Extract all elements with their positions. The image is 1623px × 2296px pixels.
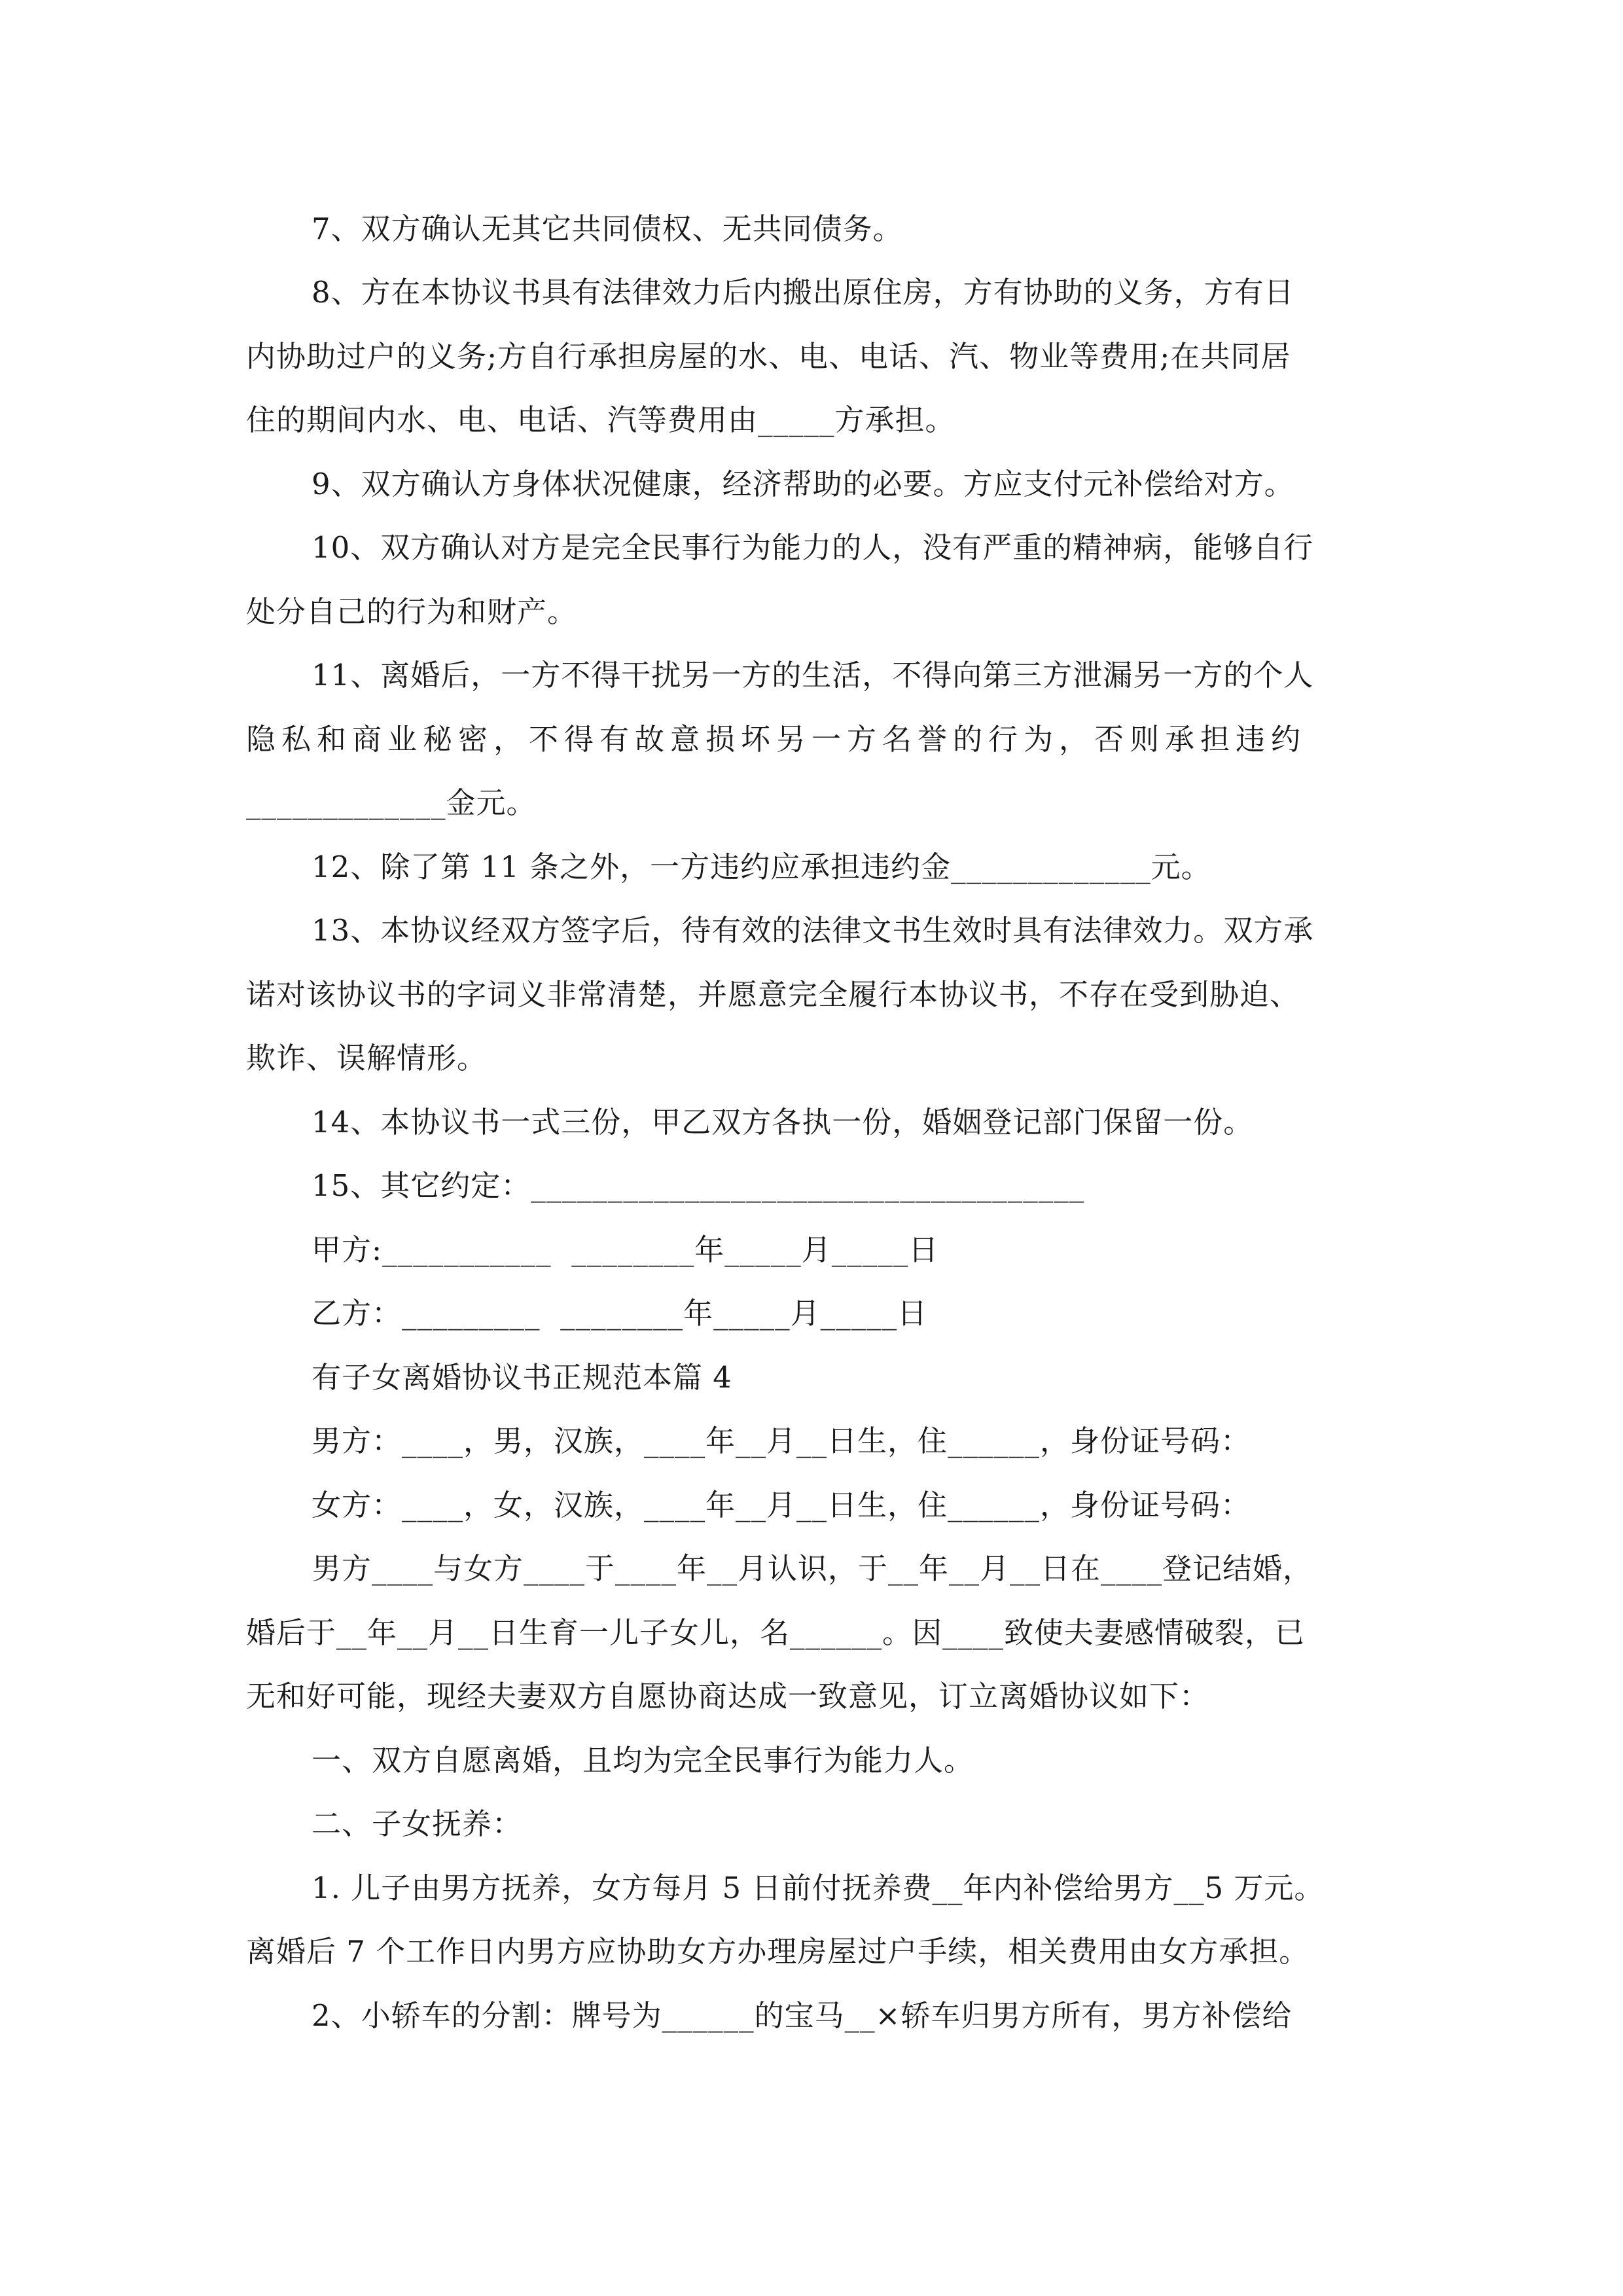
section-2: 二、子女抚养： <box>312 1806 523 1841</box>
child-custody-line-2: 离婚后 7 个工作日内男方应协助女方办理房屋过户手续，相关费用由女方承担。 <box>246 1934 1310 1969</box>
clause-10-line-1: 10、双方确认对方是完全民事行为能力的人，没有严重的精神病，能够自行 <box>312 530 1314 565</box>
woman-info: 女方：____，女，汉族，____年__月__日生，住______，身份证号码： <box>312 1488 1251 1522</box>
section-title-4: 有子女离婚协议书正规范本篇 4 <box>312 1360 732 1395</box>
clause-11-line-3: _____________金元。 <box>246 785 537 820</box>
clause-13-line-1: 13、本协议经双方签字后，待有效的法律文书生效时具有法律效力。双方承 <box>312 913 1314 948</box>
car-division: 2、小轿车的分割：牌号为______的宝马__×轿车归男方所有，男方补偿给 <box>312 1998 1293 2033</box>
signature-party-b: 乙方：_________ ________年_____月_____日 <box>312 1296 928 1331</box>
intro-line-1: 男方____与女方____于____年__月认识，于__年__月__日在____登记结婚， <box>312 1551 1313 1586</box>
child-custody-line-1: 1. 儿子由男方抚养，女方每月 5 日前付抚养费__年内补偿给男方__5 万元。 <box>312 1871 1325 1905</box>
section-1: 一、双方自愿离婚，且均为完全民事行为能力人。 <box>312 1743 974 1778</box>
clause-12: 12、除了第 11 条之外，一方违约应承担违约金_____________元。 <box>312 850 1211 884</box>
clause-13-line-2: 诺对该协议书的字词义非常清楚，并愿意完全履行本协议书，不存在受到胁迫、 <box>246 977 1300 1012</box>
clause-7: 7、双方确认无其它共同债权、无共同债务。 <box>312 211 903 246</box>
clause-13-line-3: 欺诈、误解情形。 <box>246 1041 488 1075</box>
clause-15: 15、其它约定：____________________________________ <box>312 1168 1085 1203</box>
intro-line-2: 婚后于__年__月__日生育一儿子女儿，名______。因____致使夫妻感情破裂，已 <box>246 1615 1306 1650</box>
clause-8-line-3: 住的期间内水、电、电话、汽等费用由_____方承担。 <box>246 403 955 437</box>
clause-8-line-1: 8、方在本协议书具有法律效力后内搬出原住房，方有协助的义务，方有日 <box>312 275 1294 310</box>
intro-line-3: 无和好可能，现经夫妻双方自愿协商达成一致意见，订立离婚协议如下： <box>246 1679 1210 1713</box>
clause-8-line-2: 内协助过户的义务;方自行承担房屋的水、电、电话、汽、物业等费用;在共同居 <box>246 339 1291 374</box>
clause-9: 9、双方确认方身体状况健康，经济帮助的必要。方应支付元补偿给对方。 <box>312 467 1294 501</box>
clause-11-line-2: 隐私和商业秘密，不得有故意损坏另一方名誉的行为，否则承担违约 <box>246 722 1307 757</box>
man-info: 男方：____，男，汉族，____年__月__日生，住______，身份证号码： <box>312 1424 1251 1458</box>
clause-11-line-1: 11、离婚后，一方不得干扰另一方的生活，不得向第三方泄漏另一方的个人 <box>312 658 1314 692</box>
signature-party-a: 甲方:___________ ________年_____月_____日 <box>312 1232 939 1267</box>
clause-10-line-2: 处分自己的行为和财产。 <box>246 594 578 629</box>
clause-14: 14、本协议书一式三份，甲乙双方各执一份，婚姻登记部门保留一份。 <box>312 1105 1254 1139</box>
